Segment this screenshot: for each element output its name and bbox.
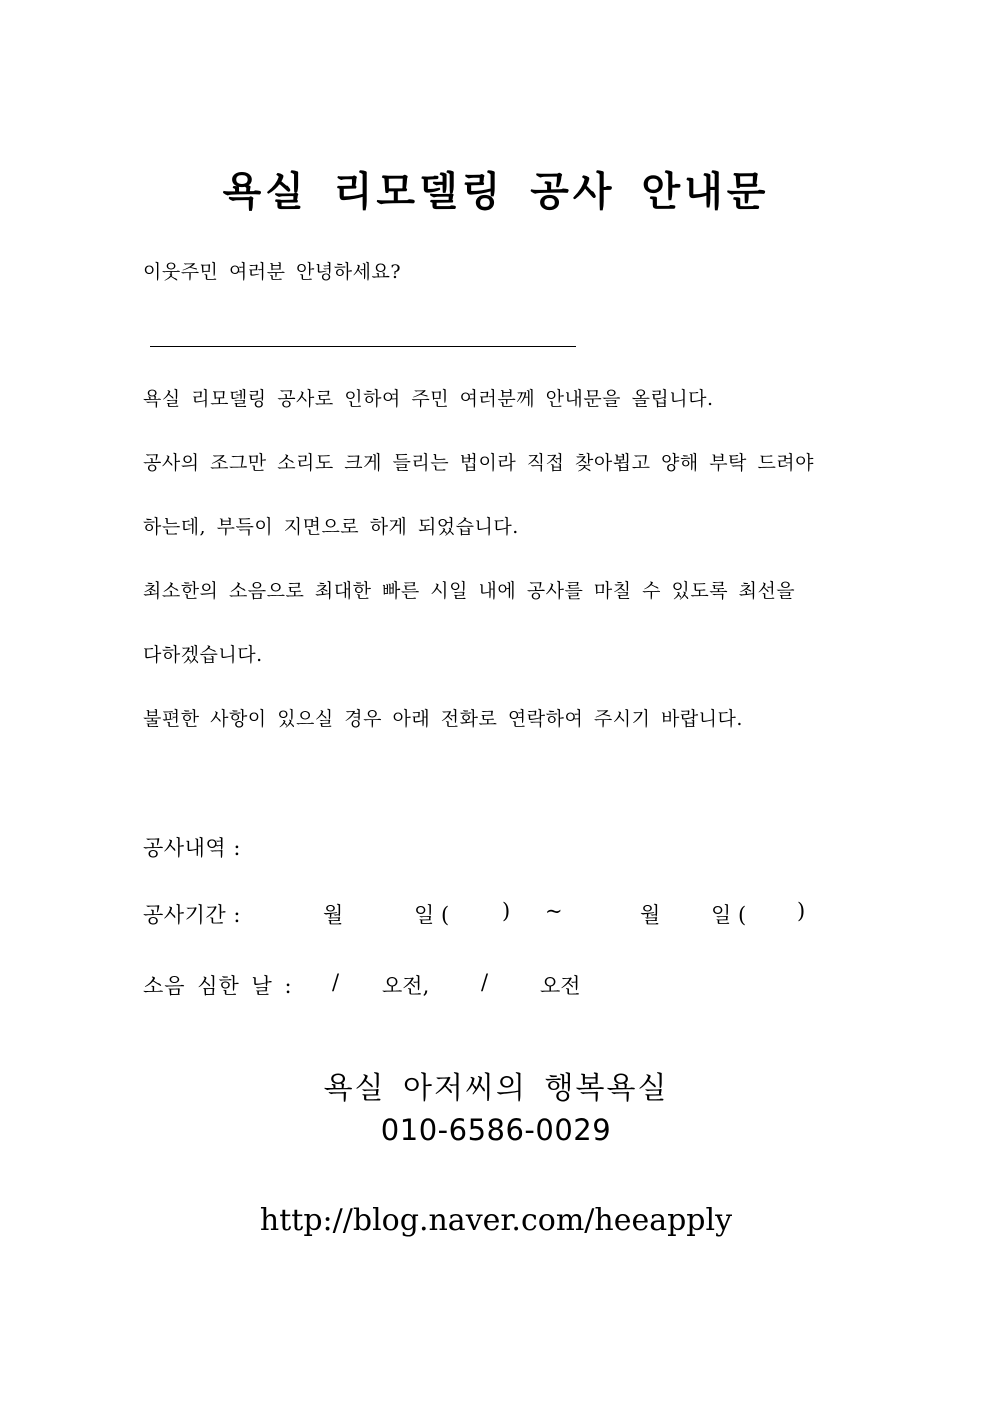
work-details-label: 공사내역 : [143,836,241,860]
period-tilde: ~ [545,899,563,923]
phone-number: 010-6586-0029 [380,1113,612,1147]
page-title: 욕실 리모델링 공사 안내문 [222,169,770,215]
noise-slash: / [332,970,340,994]
paragraph-line: 욕실 리모델링 공사로 인하여 주민 여러분께 안내문을 올립니다. [143,388,714,410]
noise-slash: / [481,970,489,994]
noise-days-label: 소음 심한 날 : [143,974,293,998]
period-start-month: 월 [323,903,344,927]
paragraph-line: 하는데, 부득이 지면으로 하게 되었습니다. [143,516,519,538]
signature-line [150,346,576,347]
period-start-day: 일 ( [414,903,450,927]
period-end-month: 월 [640,903,661,927]
period-end-close: ) [797,899,806,923]
work-period-label: 공사기간 : [143,903,241,927]
paragraph-line: 최소한의 소음으로 최대한 빠른 시일 내에 공사를 마칠 수 있도록 최선을 [143,580,796,602]
period-start-close: ) [502,899,511,923]
paragraph-line: 다하겠습니다. [143,644,263,666]
noise-am: 오전 [540,974,581,998]
greeting: 이웃주민 여러분 안녕하세요? [143,261,402,283]
paragraph-line: 불편한 사항이 있으실 경우 아래 전화로 연락하여 주시기 바랍니다. [143,708,743,730]
noise-am: 오전, [382,974,430,998]
blog-url: http://blog.naver.com/heeapply [259,1203,733,1238]
paragraph-line: 공사의 조그만 소리도 크게 들리는 법이라 직접 찾아뵙고 양해 부탁 드려야 [143,452,815,474]
period-end-day: 일 ( [711,903,747,927]
company-name: 욕실 아저씨의 행복욕실 [323,1071,669,1106]
